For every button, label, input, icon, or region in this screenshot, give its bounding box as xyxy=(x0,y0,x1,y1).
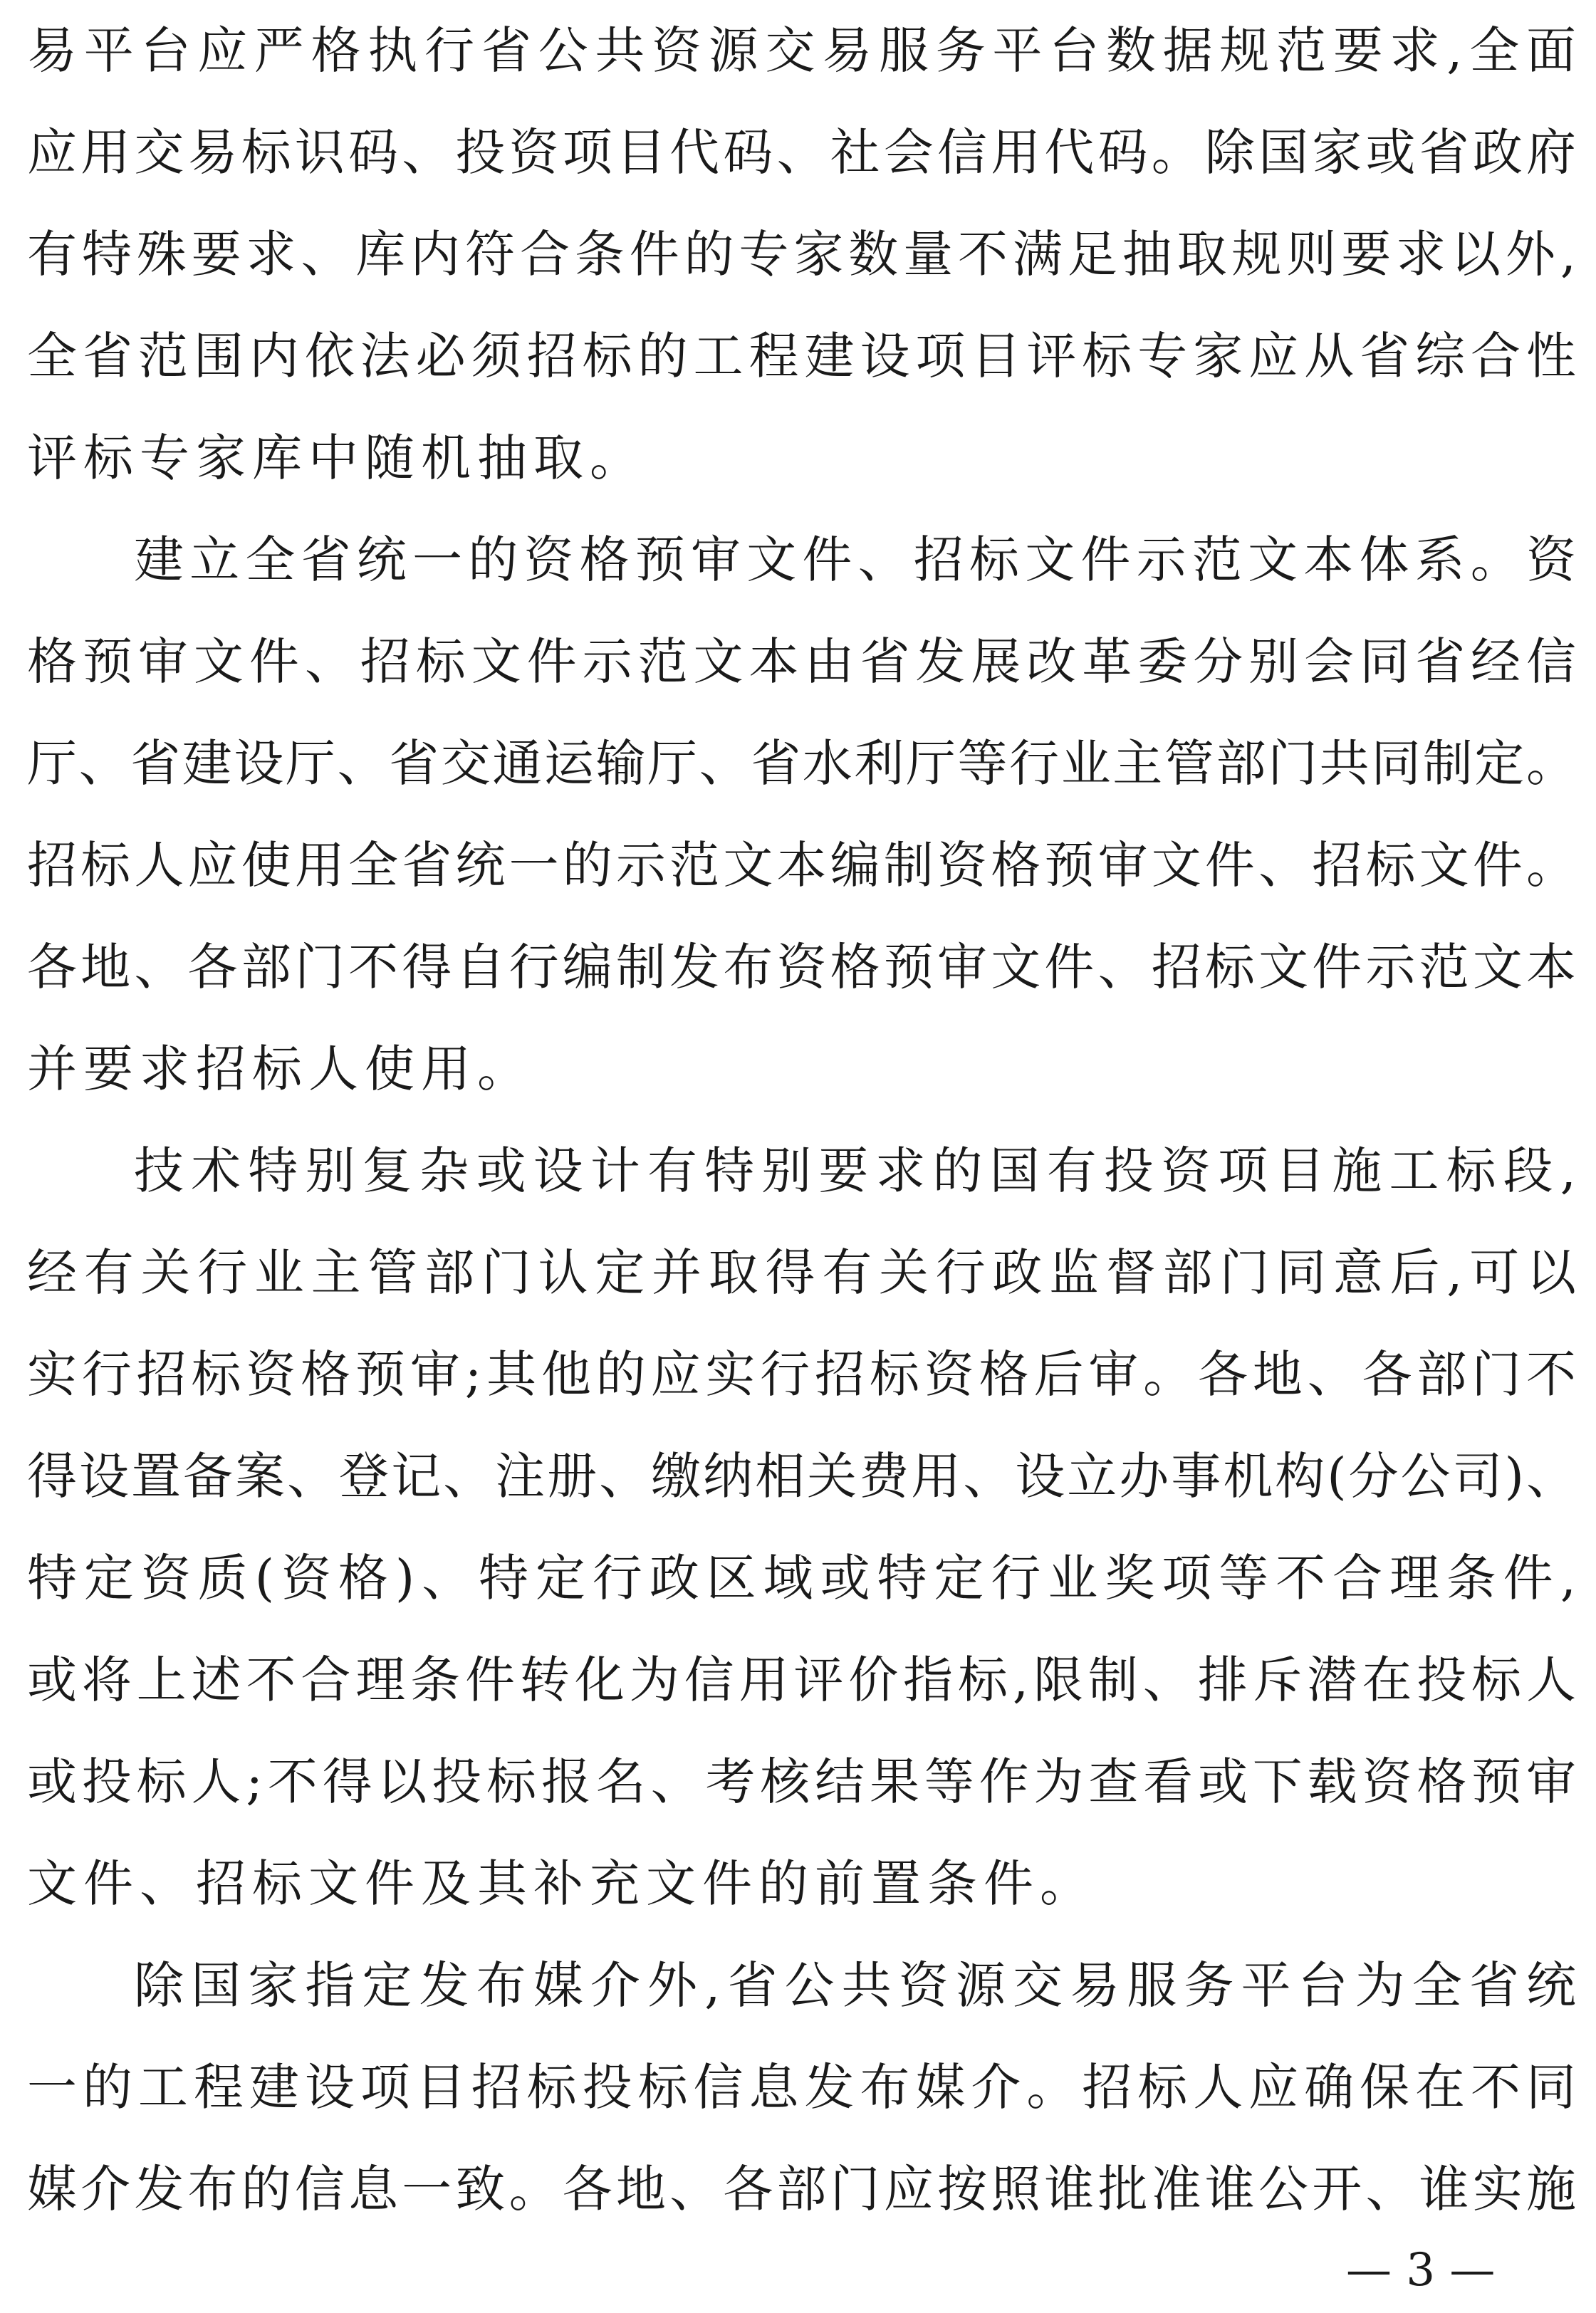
text-line: 特定资质(资格)、特定行政区域或特定行业奖项等不合理条件, xyxy=(27,1549,1576,1607)
text-line: 文件、招标文件及其补充文件的前置条件。 xyxy=(27,1854,1096,1913)
text-line: 各地、各部门不得自行编制发布资格预审文件、招标文件示范文本 xyxy=(27,938,1576,996)
text-line: 厅、省建设厅、省交通运输厅、省水利厅等行业主管部门共同制定。 xyxy=(27,734,1576,793)
text-line: 得设置备案、登记、注册、缴纳相关费用、设立办事机构(分公司)、 xyxy=(27,1447,1576,1505)
text-line: 或投标人;不得以投标报名、考核结果等作为查看或下载资格预审 xyxy=(27,1753,1576,1811)
text-line: 应用交易标识码、投资项目代码、社会信用代码。除国家或省政府 xyxy=(27,123,1576,182)
text-line: 全省范围内依法必须招标的工程建设项目评标专家应从省综合性 xyxy=(27,327,1576,385)
body-text xyxy=(27,0,1576,2240)
text-line: 易平台应严格执行省公共资源交易服务平台数据规范要求,全面 xyxy=(27,21,1576,80)
text-line: 一的工程建设项目招标投标信息发布媒介。招标人应确保在不同 xyxy=(27,2058,1576,2116)
text-line: 格预审文件、招标文件示范文本由省发展改革委分别会同省经信 xyxy=(27,632,1576,691)
text-line: 或将上述不合理条件转化为信用评价指标,限制、排斥潜在投标人 xyxy=(27,1651,1576,1709)
text-line: 建立全省统一的资格预审文件、招标文件示范文本体系。资 xyxy=(134,531,1576,589)
text-line: 有特殊要求、库内符合条件的专家数量不满足抽取规则要求以外, xyxy=(27,225,1576,283)
text-line: 技术特别复杂或设计有特别要求的国有投资项目施工标段, xyxy=(134,1142,1576,1200)
text-line: 并要求招标人使用。 xyxy=(27,1040,533,1098)
page-number: — 3 — xyxy=(1346,2244,1496,2297)
text-line: 除国家指定发布媒介外,省公共资源交易服务平台为全省统 xyxy=(134,1956,1576,2015)
text-line: 招标人应使用全省统一的示范文本编制资格预审文件、招标文件。 xyxy=(27,836,1576,894)
text-line: 经有关行业主管部门认定并取得有关行政监督部门同意后,可以 xyxy=(27,1243,1576,1302)
text-line: 实行招标资格预审;其他的应实行招标资格后审。各地、各部门不 xyxy=(27,1345,1576,1404)
text-line: 评标专家库中随机抽取。 xyxy=(27,429,646,487)
text-line: 媒介发布的信息一致。各地、各部门应按照谁批准谁公开、谁实施 xyxy=(27,2160,1576,2218)
